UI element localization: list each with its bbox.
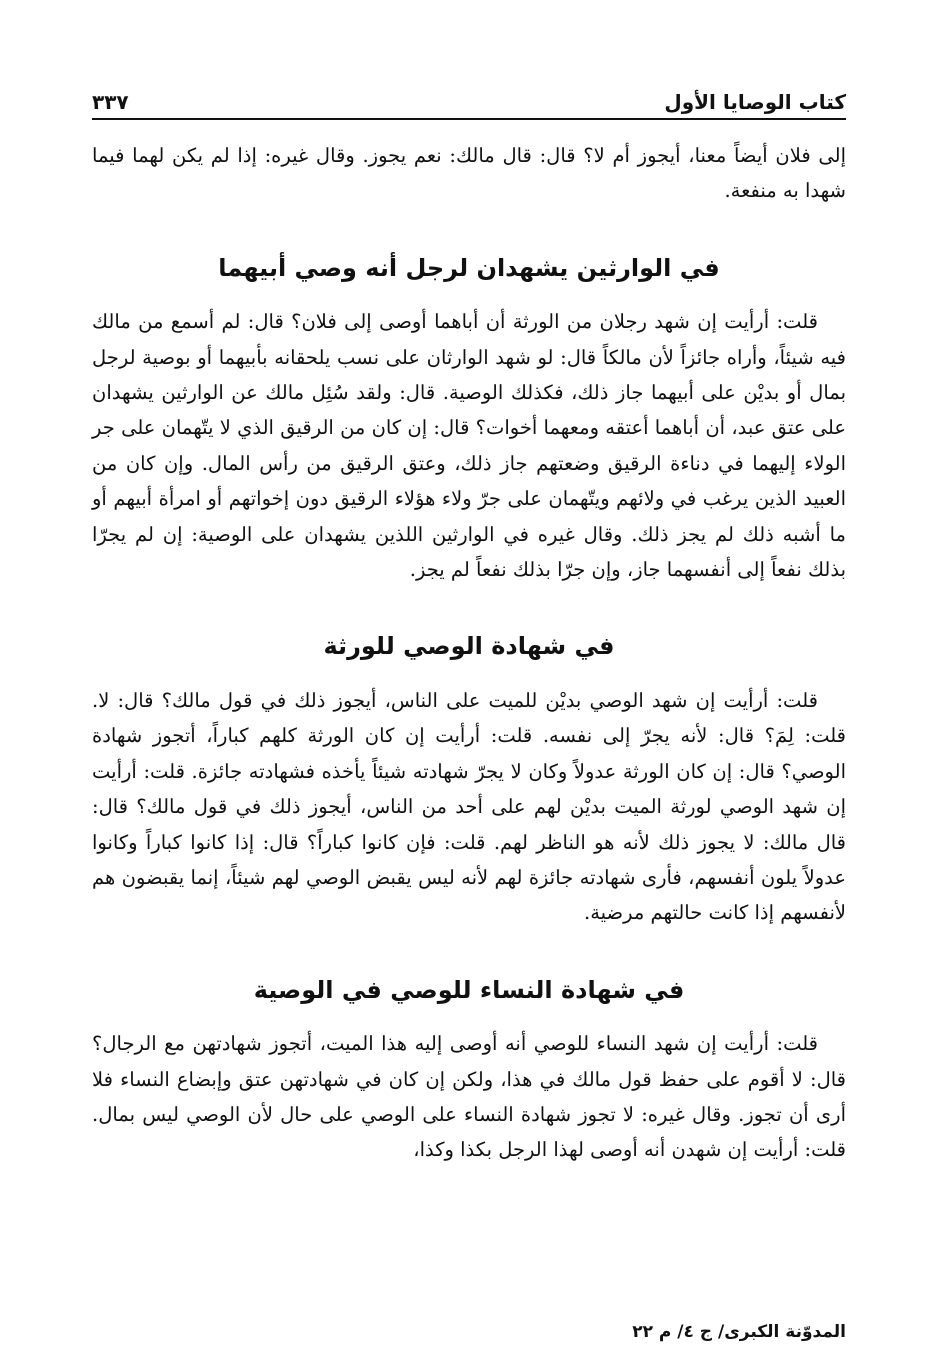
- section-paragraph: قلت: أرأيت إن شهد النساء للوصي أنه أوصى إليه هذا الميت، أتجوز شهادتهن مع الرجال؟ قال: لا أقوم على حفظ قول مالك في هذا، ولكن إن كان في شهادتهن عتق وإبضاع النساء فلا أرى أن تجوز. وقال غيره: لا تجوز شهادة النساء على الوصي على حال لأن الوصي ليس بمال. قلت: أرأيت إن شهدن أنه أوصى لهذا الرجل بكذا وكذا،: [92, 1032, 846, 1162]
- section-paragraph: قلت: أرأيت إن شهد الوصي بديْن للميت على الناس، أيجوز ذلك في قول مالك؟ قال: لا. قلت: لِمَ؟ قال: لأنه يجرّ إلى نفسه. قلت: أرأيت إن كان الورثة كلهم كباراً، أتجوز شهادة الوصي؟ قال: إن كان الورثة عدولاً وكان لا يجرّ شهادته شيئاً يأخذه فشهادته جائزة. قلت: أرأيت إن شهد الوصي لورثة الميت بديْن لهم على أحد من الناس، أيجوز ذلك في قول مالك؟ قال: قال مالك: لا يجوز ذلك لأنه هو الناظر لهم. قلت: فإن كانوا كباراً؟ قال: إذا كانوا كباراً وكانوا عدولاً يلون أنفسهم، فأرى شهادته جائزة لهم لأنه ليس يقبض الوصي لهم شيئاً، إنما يقبضون هم لأنفسهم إذا كانت حالتهم مرضية.: [92, 688, 846, 925]
- section-heading: في الوارثين يشهدان لرجل أنه وصي أبيهما: [218, 253, 720, 282]
- section-paragraph: قلت: أرأيت إن شهد رجلان من الورثة أن أباهما أوصى إلى فلان؟ قال: لم أسمع من مالك فيه شيئاً، وأراه جائزاً لأن مالكاً قال: لو شهد الوارثان على نسب يلحقانه بأبيهما أو بوصية لرجل بمال أو بديْن على أبيهما جاز ذلك، فكذلك الوصية. قال: ولقد سُئِل مالك عن الوارثين يشهدان على عتق عبد، أن أباهما أعتقه ومعهما أخوات؟ قال: إن كان من الرقيق الذي لا يتّهمان على جر الولاء إليهما في دناءة الرقيق وضعتهم جاز ذلك، وعتق الرقيق من رأس المال. وإن كان من العبيد الذين يرغب في ولائهم ويتّهمان على جرّ ولاء هؤلاء الرقيق دون إخواتهم أو امرأة أبيهم أو ما أشبه ذلك لم يجز ذلك. وقال غيره في الوارثين اللذين يشهدان على الوصية: إن لم يجرّا بذلك نفعاً إلى أنفسهما جاز، وإن جرّا بذلك نفعاً لم يجز.: [92, 310, 846, 582]
- continued-paragraph: إلى فلان أيضاً معنا، أيجوز أم لا؟ قال: قال مالك: نعم يجوز. وقال غيره: إذا لم يكن لهما فيما شهدا به منفعة.: [92, 144, 846, 203]
- book-title: كتاب الوصايا الأول: [664, 90, 846, 114]
- running-header: [92, 84, 846, 120]
- page-footer: المدوّنة الكبرى/ ج ٤/ م ٢٢: [632, 1322, 846, 1342]
- page-body: [92, 138, 846, 1168]
- section-heading: في شهادة الوصي للورثة: [323, 632, 615, 661]
- page-number: ٣٣٧: [92, 90, 129, 114]
- section-heading: في شهادة النساء للوصي في الوصية: [253, 975, 685, 1004]
